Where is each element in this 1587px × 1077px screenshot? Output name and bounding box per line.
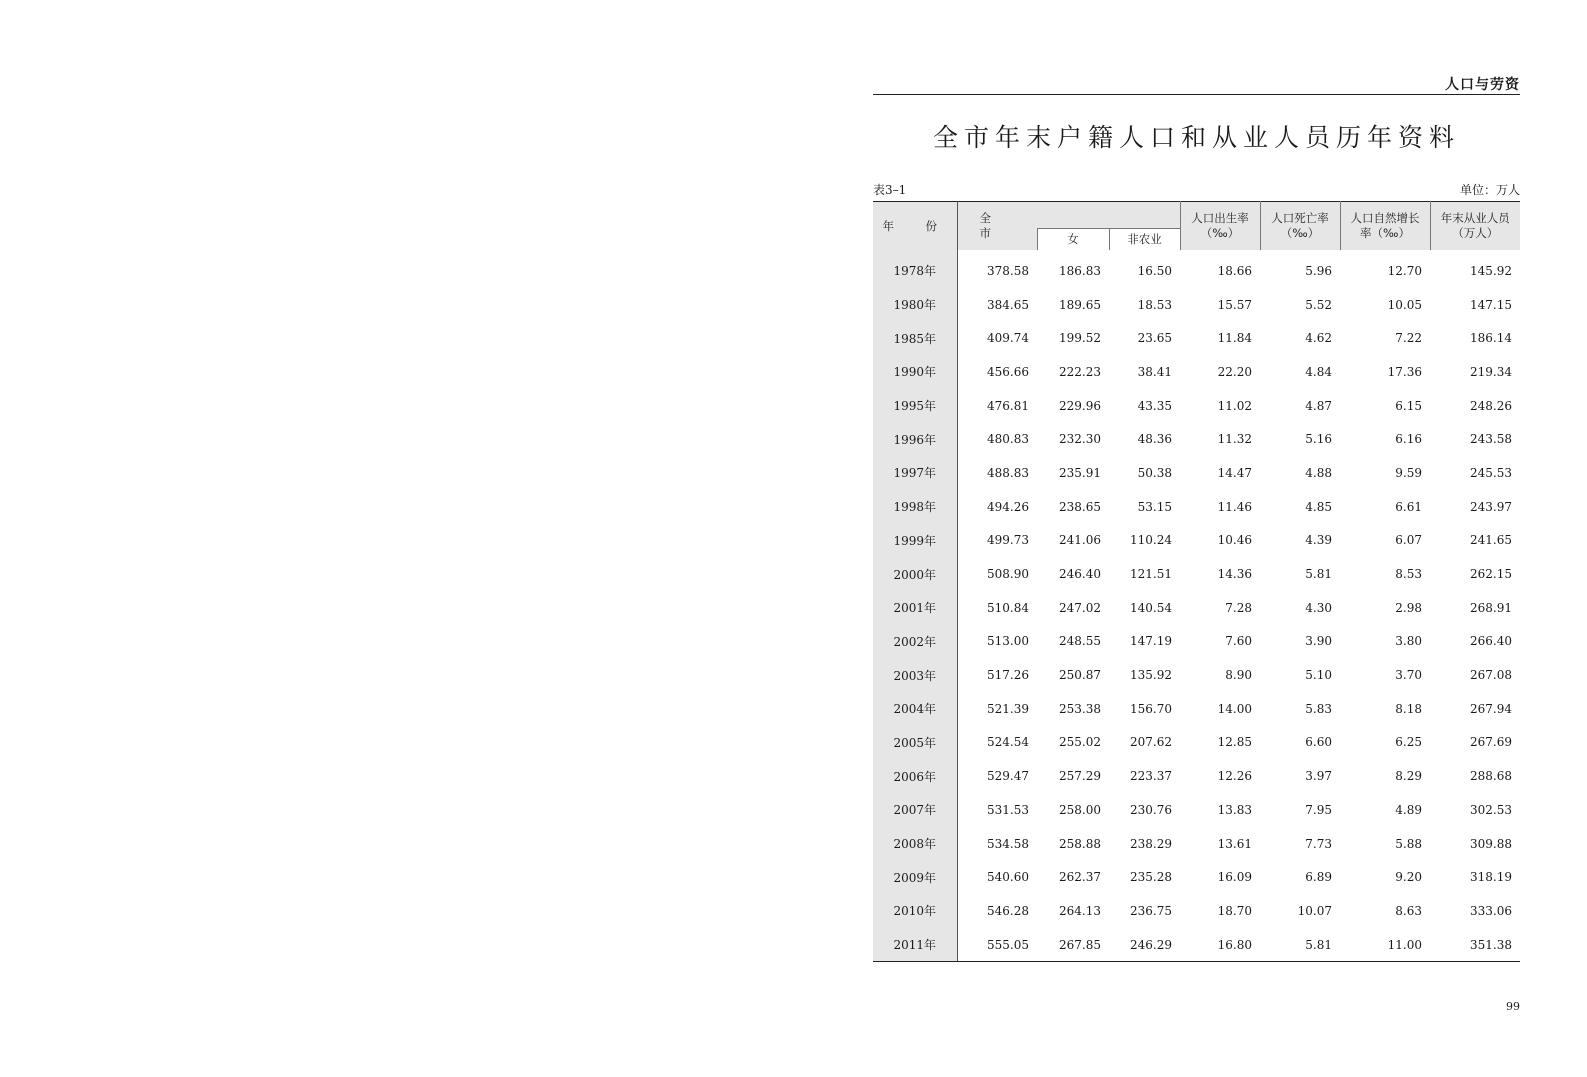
cell-death-rate: 4.62 bbox=[1305, 331, 1332, 346]
cell-female: 267.85 bbox=[1037, 928, 1109, 962]
cell-non-agri: 50.38 bbox=[1137, 465, 1172, 480]
cell-total: 488.83 bbox=[987, 465, 1029, 480]
cell-female: 222.23 bbox=[1059, 364, 1101, 379]
cell-death-rate: 3.97 bbox=[1305, 769, 1332, 784]
cell-natural-growth: 8.63 bbox=[1395, 903, 1422, 918]
cell-year: 1978年 bbox=[873, 250, 957, 288]
cell-female: 264.13 bbox=[1059, 903, 1101, 918]
cell-birth-rate: 14.00 bbox=[1217, 701, 1252, 716]
cell-total: 540.60 bbox=[987, 870, 1029, 885]
cell-natural-growth: 6.15 bbox=[1395, 398, 1422, 413]
table-row bbox=[873, 658, 1520, 692]
cell-employed: 147.15 bbox=[1470, 297, 1512, 312]
cell-total: 517.26 bbox=[987, 668, 1029, 683]
cell-death-rate: 6.89 bbox=[1305, 870, 1332, 885]
cell-female: 189.65 bbox=[1059, 297, 1101, 312]
page-title: 全市年末户籍人口和从业人员历年资料 bbox=[932, 123, 1460, 152]
cell-female: 250.87 bbox=[1059, 668, 1101, 683]
cell-natural-growth: 3.70 bbox=[1395, 668, 1422, 683]
cell-birth-rate: 22.20 bbox=[1217, 364, 1252, 379]
cell-birth-rate: 14.36 bbox=[1217, 567, 1252, 582]
cell-birth-rate: 13.83 bbox=[1217, 802, 1252, 817]
cell-non-agri: 156.70 bbox=[1130, 701, 1172, 716]
cell-total: 513.00 bbox=[987, 634, 1029, 649]
cell-year: 2007年 bbox=[873, 793, 957, 827]
cell-employed: 267.69 bbox=[1470, 735, 1512, 750]
header-death-rate-label: 人口死亡率 bbox=[1271, 211, 1329, 225]
table-row bbox=[873, 827, 1520, 861]
cell-non-agri: 223.37 bbox=[1130, 769, 1172, 784]
table-row bbox=[873, 321, 1520, 355]
cell-death-rate: 7.73 bbox=[1305, 836, 1332, 851]
table-header bbox=[873, 202, 1520, 251]
cell-female: 247.02 bbox=[1059, 600, 1101, 615]
document-page bbox=[873, 0, 1520, 1077]
cell-natural-growth: 6.07 bbox=[1395, 533, 1422, 548]
cell-birth-rate: 7.28 bbox=[1225, 600, 1252, 615]
table-number: 表3–1 bbox=[873, 183, 907, 197]
cell-death-rate: 4.39 bbox=[1305, 533, 1332, 548]
cell-total: 456.66 bbox=[987, 364, 1029, 379]
table-row bbox=[873, 894, 1520, 928]
cell-natural-growth: 17.36 bbox=[1387, 364, 1422, 379]
cell-total: 476.81 bbox=[987, 398, 1029, 413]
unit-label: 单位：万人 bbox=[1459, 183, 1520, 197]
cell-natural-growth: 10.05 bbox=[1387, 297, 1422, 312]
cell-year: 2000年 bbox=[873, 557, 957, 591]
cell-death-rate: 5.10 bbox=[1305, 668, 1332, 683]
cell-female: 238.65 bbox=[1059, 499, 1101, 514]
cell-year: 2001年 bbox=[873, 591, 957, 625]
table-row bbox=[873, 456, 1520, 490]
cell-total: 499.73 bbox=[987, 533, 1029, 548]
cell-total: 546.28 bbox=[987, 903, 1029, 918]
cell-non-agri: 23.65 bbox=[1137, 331, 1172, 346]
cell-employed: 267.08 bbox=[1470, 668, 1512, 683]
cell-year: 1996年 bbox=[873, 422, 957, 456]
cell-female: 241.06 bbox=[1059, 533, 1101, 548]
table-row bbox=[873, 692, 1520, 726]
cell-birth-rate: 8.90 bbox=[1225, 668, 1252, 683]
table-row bbox=[873, 759, 1520, 793]
cell-natural-growth: 8.29 bbox=[1395, 769, 1422, 784]
cell-death-rate: 4.85 bbox=[1305, 499, 1332, 514]
cell-non-agri: 43.35 bbox=[1137, 398, 1172, 413]
cell-year: 1995年 bbox=[873, 389, 957, 423]
header-death-rate-unit: （‰） bbox=[1280, 226, 1320, 240]
cell-birth-rate: 14.47 bbox=[1217, 465, 1252, 480]
cell-female: 262.37 bbox=[1059, 870, 1101, 885]
header-death-rate bbox=[1260, 202, 1340, 251]
cell-female: 255.02 bbox=[1059, 735, 1101, 750]
cell-non-agri: 235.28 bbox=[1130, 870, 1172, 885]
cell-female: 258.00 bbox=[1059, 802, 1101, 817]
table-row bbox=[873, 490, 1520, 524]
cell-female: 253.38 bbox=[1059, 701, 1101, 716]
cell-employed: 268.91 bbox=[1470, 600, 1512, 615]
cell-female: 248.55 bbox=[1059, 634, 1101, 649]
cell-total: 508.90 bbox=[987, 567, 1029, 582]
cell-birth-rate: 13.61 bbox=[1217, 836, 1252, 851]
header-birth-rate bbox=[1180, 202, 1260, 251]
cell-non-agri: 207.62 bbox=[1130, 735, 1172, 750]
cell-birth-rate: 12.26 bbox=[1217, 769, 1252, 784]
cell-employed: 243.58 bbox=[1470, 432, 1512, 447]
cell-death-rate: 5.16 bbox=[1305, 432, 1332, 447]
cell-natural-growth: 8.18 bbox=[1395, 701, 1422, 716]
cell-female: 229.96 bbox=[1059, 398, 1101, 413]
cell-non-agri: 48.36 bbox=[1137, 432, 1172, 447]
cell-total: 409.74 bbox=[987, 331, 1029, 346]
cell-year: 2004年 bbox=[873, 692, 957, 726]
table-row bbox=[873, 928, 1520, 962]
cell-death-rate: 4.84 bbox=[1305, 364, 1332, 379]
population-table bbox=[873, 201, 1520, 962]
cell-birth-rate: 11.02 bbox=[1217, 398, 1252, 413]
cell-non-agri: 135.92 bbox=[1130, 668, 1172, 683]
table-row bbox=[873, 860, 1520, 894]
cell-employed: 243.97 bbox=[1470, 499, 1512, 514]
cell-year: 2002年 bbox=[873, 625, 957, 659]
cell-total: 555.05 bbox=[957, 928, 1037, 962]
header-employed-label: 年末从业人员 bbox=[1440, 211, 1510, 225]
cell-non-agri: 147.19 bbox=[1130, 634, 1172, 649]
cell-total: 494.26 bbox=[987, 499, 1029, 514]
cell-female: 258.88 bbox=[1059, 836, 1101, 851]
cell-natural-growth: 9.20 bbox=[1395, 870, 1422, 885]
cell-birth-rate: 18.66 bbox=[1217, 263, 1252, 278]
cell-total: 534.58 bbox=[987, 836, 1029, 851]
cell-death-rate: 5.52 bbox=[1305, 297, 1332, 312]
cell-birth-rate: 12.85 bbox=[1217, 735, 1252, 750]
cell-death-rate: 4.88 bbox=[1305, 465, 1332, 480]
cell-birth-rate: 10.46 bbox=[1217, 533, 1252, 548]
cell-total: 378.58 bbox=[987, 263, 1029, 278]
cell-female: 257.29 bbox=[1059, 769, 1101, 784]
cell-employed: 219.34 bbox=[1470, 364, 1512, 379]
cell-natural-growth: 2.98 bbox=[1395, 600, 1422, 615]
cell-female: 199.52 bbox=[1059, 331, 1101, 346]
section-title: 人口与劳资 bbox=[1445, 77, 1520, 93]
cell-non-agri: 230.76 bbox=[1130, 802, 1172, 817]
cell-birth-rate: 7.60 bbox=[1225, 634, 1252, 649]
cell-non-agri: 16.50 bbox=[1137, 263, 1172, 278]
cell-death-rate: 4.87 bbox=[1305, 398, 1332, 413]
cell-natural-growth: 9.59 bbox=[1395, 465, 1422, 480]
cell-year: 1990年 bbox=[873, 355, 957, 389]
header-natural-growth bbox=[1340, 202, 1430, 251]
header-birth-rate-label: 人口出生率 bbox=[1191, 211, 1249, 225]
cell-natural-growth: 6.16 bbox=[1395, 432, 1422, 447]
cell-total: 531.53 bbox=[987, 802, 1029, 817]
cell-birth-rate: 11.46 bbox=[1217, 499, 1252, 514]
cell-total: 524.54 bbox=[987, 735, 1029, 750]
table-row bbox=[873, 793, 1520, 827]
cell-employed: 318.19 bbox=[1470, 870, 1512, 885]
table-row bbox=[873, 288, 1520, 322]
cell-birth-rate: 11.84 bbox=[1217, 331, 1252, 346]
cell-death-rate: 7.95 bbox=[1305, 802, 1332, 817]
header-employed-unit: （万人） bbox=[1452, 226, 1499, 240]
cell-total: 480.83 bbox=[987, 432, 1029, 447]
cell-employed: 267.94 bbox=[1470, 701, 1512, 716]
header-natural-growth-unit: 率（‰） bbox=[1360, 226, 1410, 240]
cell-employed: 288.68 bbox=[1470, 769, 1512, 784]
cell-natural-growth: 3.80 bbox=[1395, 634, 1422, 649]
cell-death-rate: 5.96 bbox=[1305, 263, 1332, 278]
table-row bbox=[873, 355, 1520, 389]
header-non-agri: 非农业 bbox=[1109, 229, 1180, 251]
cell-employed: 262.15 bbox=[1470, 567, 1512, 582]
table-row bbox=[873, 422, 1520, 456]
cell-death-rate: 6.60 bbox=[1305, 735, 1332, 750]
cell-natural-growth: 6.25 bbox=[1395, 735, 1422, 750]
cell-year: 2006年 bbox=[873, 759, 957, 793]
cell-year: 2009年 bbox=[873, 860, 957, 894]
page-number: 99 bbox=[1506, 1000, 1520, 1013]
cell-birth-rate: 15.57 bbox=[1217, 297, 1252, 312]
cell-non-agri: 238.29 bbox=[1130, 836, 1172, 851]
cell-non-agri: 236.75 bbox=[1130, 903, 1172, 918]
cell-employed: 186.14 bbox=[1470, 331, 1512, 346]
table-row bbox=[873, 250, 1520, 288]
cell-year: 1985年 bbox=[873, 321, 957, 355]
cell-year: 2003年 bbox=[873, 658, 957, 692]
header-birth-rate-unit: （‰） bbox=[1200, 226, 1240, 240]
cell-total: 529.47 bbox=[987, 769, 1029, 784]
cell-natural-growth: 7.22 bbox=[1395, 331, 1422, 346]
table-row bbox=[873, 726, 1520, 760]
cell-death-rate: 5.81 bbox=[1260, 928, 1340, 962]
cell-employed: 145.92 bbox=[1470, 263, 1512, 278]
cell-employed: 309.88 bbox=[1470, 836, 1512, 851]
table-row bbox=[873, 591, 1520, 625]
cell-death-rate: 4.30 bbox=[1305, 600, 1332, 615]
cell-total: 510.84 bbox=[987, 600, 1029, 615]
cell-birth-rate: 11.32 bbox=[1217, 432, 1252, 447]
cell-non-agri: 53.15 bbox=[1137, 499, 1172, 514]
table-body bbox=[873, 250, 1520, 962]
cell-employed: 241.65 bbox=[1470, 533, 1512, 548]
cell-non-agri: 18.53 bbox=[1137, 297, 1172, 312]
cell-year: 2005年 bbox=[873, 726, 957, 760]
header-female: 女 bbox=[1037, 229, 1109, 251]
header-total-group bbox=[1037, 202, 1180, 229]
cell-employed: 333.06 bbox=[1470, 903, 1512, 918]
cell-death-rate: 3.90 bbox=[1305, 634, 1332, 649]
table-row bbox=[873, 625, 1520, 659]
cell-non-agri: 110.24 bbox=[1130, 533, 1172, 548]
cell-year: 2010年 bbox=[873, 894, 957, 928]
cell-employed: 245.53 bbox=[1470, 465, 1512, 480]
cell-female: 246.40 bbox=[1059, 567, 1101, 582]
table-row bbox=[873, 524, 1520, 558]
cell-death-rate: 5.83 bbox=[1305, 701, 1332, 716]
cell-non-agri: 38.41 bbox=[1137, 364, 1172, 379]
cell-natural-growth: 12.70 bbox=[1387, 263, 1422, 278]
cell-non-agri: 121.51 bbox=[1130, 567, 1172, 582]
section-header bbox=[873, 74, 1520, 95]
cell-female: 232.30 bbox=[1059, 432, 1101, 447]
cell-non-agri: 140.54 bbox=[1130, 600, 1172, 615]
table-row bbox=[873, 557, 1520, 591]
cell-birth-rate: 18.70 bbox=[1217, 903, 1252, 918]
header-year: 年 份 bbox=[873, 202, 957, 251]
cell-employed: 351.38 bbox=[1430, 928, 1520, 962]
cell-year: 1999年 bbox=[873, 524, 957, 558]
cell-year: 2008年 bbox=[873, 827, 957, 861]
cell-female: 235.91 bbox=[1059, 465, 1101, 480]
cell-female: 186.83 bbox=[1059, 263, 1101, 278]
cell-total: 384.65 bbox=[987, 297, 1029, 312]
cell-birth-rate: 16.80 bbox=[1180, 928, 1260, 962]
cell-death-rate: 10.07 bbox=[1297, 903, 1332, 918]
cell-year: 1998年 bbox=[873, 490, 957, 524]
cell-year: 2011年 bbox=[873, 928, 957, 962]
cell-total: 521.39 bbox=[987, 701, 1029, 716]
header-total: 全 市 bbox=[957, 202, 1037, 251]
cell-employed: 248.26 bbox=[1470, 398, 1512, 413]
cell-employed: 302.53 bbox=[1470, 802, 1512, 817]
cell-natural-growth: 8.53 bbox=[1395, 567, 1422, 582]
cell-employed: 266.40 bbox=[1470, 634, 1512, 649]
cell-natural-growth: 6.61 bbox=[1395, 499, 1422, 514]
header-natural-growth-label: 人口自然增长 bbox=[1350, 211, 1420, 225]
cell-natural-growth: 11.00 bbox=[1340, 928, 1430, 962]
header-employed bbox=[1430, 202, 1520, 251]
cell-death-rate: 5.81 bbox=[1305, 567, 1332, 582]
cell-natural-growth: 5.88 bbox=[1395, 836, 1422, 851]
table-row bbox=[873, 389, 1520, 423]
cell-year: 1997年 bbox=[873, 456, 957, 490]
cell-non-agri: 246.29 bbox=[1109, 928, 1180, 962]
cell-natural-growth: 4.89 bbox=[1395, 802, 1422, 817]
cell-birth-rate: 16.09 bbox=[1217, 870, 1252, 885]
cell-year: 1980年 bbox=[873, 288, 957, 322]
